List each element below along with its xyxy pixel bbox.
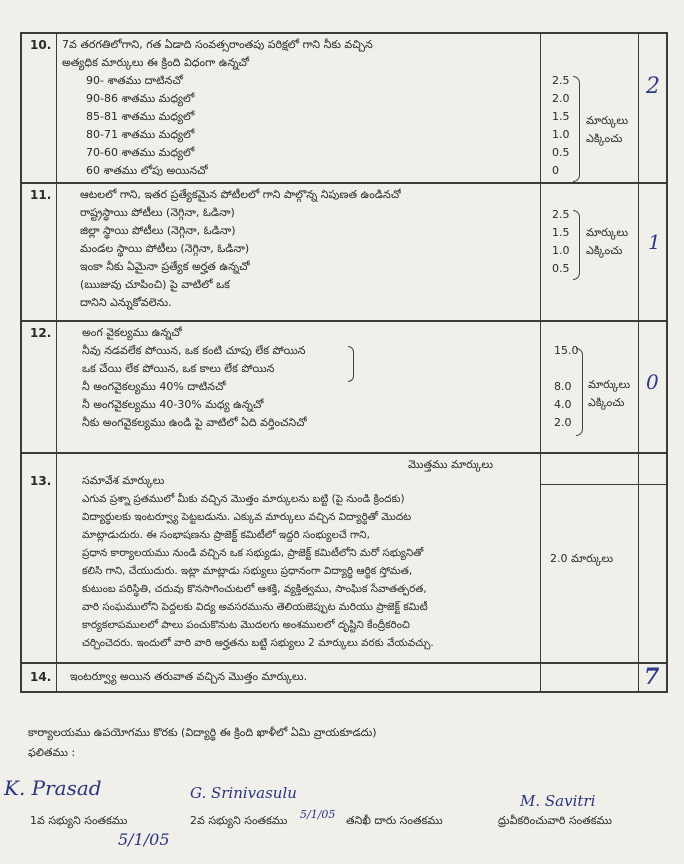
score-handwritten: 1 xyxy=(648,230,661,254)
marks-list xyxy=(552,206,570,278)
section-title: సమావేశ మార్కులు xyxy=(82,474,165,487)
total-after-interview: ఇంటర్వ్యూ అయిన తరువాత వచ్చిన మొత్తం మార్కులు. xyxy=(70,670,308,683)
option-item: నీకు అంగవైకల్యము ఉండి పై వాటిలో ఏది వర్తించనిచో xyxy=(82,416,307,429)
score-handwritten: 2 xyxy=(646,74,660,99)
office-use-note: కార్యాలయము ఉపయోగము కొరకు (విద్యార్థి ఈ క్రింది ఖాళీలో ఏమి వ్రాయకూడదు) xyxy=(28,726,377,739)
question-line: ఆటలలో గాని, ఇతర ప్రత్యేకమైన పోటీలలో గాని పాల్గొన్న నిపుణత ఉండినచో xyxy=(80,188,402,201)
marks-list xyxy=(552,72,570,180)
options-list xyxy=(82,342,307,432)
marks-label-line: ఎక్కించు xyxy=(586,132,623,145)
row-question xyxy=(80,186,401,204)
row-number: 13. xyxy=(30,474,52,488)
option-item: ఇంకా నీకు ఏమైనా ప్రత్యేక అర్హత ఉన్నచో xyxy=(80,260,250,273)
option-item: 60 శాతము లోపు అయినచో xyxy=(86,164,208,177)
row-number: 11. xyxy=(30,188,52,202)
mark-value: 15.0 xyxy=(554,344,579,357)
option-item: 90- శాతము దాటినచో xyxy=(86,74,183,87)
paragraph-line: కలిసి గాని, చేయుదురు. ఇట్లా మాట్లాడు సభ్యులు ప్రధానంగా విద్యార్థి ఆర్థిక స్తోమత, xyxy=(82,565,413,577)
options-list xyxy=(86,72,208,180)
brace-icon xyxy=(573,210,580,280)
brace-icon xyxy=(573,76,580,182)
option-item: మండల స్థాయి పోటీలు (నెగ్గినా, ఓడినా) xyxy=(80,242,250,255)
row-question xyxy=(82,324,182,342)
paragraph-line: విద్యార్థులకు ఇంటర్వ్యూ పెట్టబడును. ఎక్కువ మార్కులు వచ్చిన విద్యార్థితో మొదట xyxy=(82,511,412,523)
row-number: 10. xyxy=(30,38,52,52)
mark-value: 2.5 xyxy=(552,74,570,87)
signature-label: తనిఖీ దారు సంతకము xyxy=(346,814,443,827)
score-handwritten: 7 xyxy=(644,664,660,690)
mark-value: 2.5 xyxy=(552,208,570,221)
marks-label xyxy=(588,376,630,412)
option-item: ఒక చేయి లేక పోయిన, ఒక కాలు లేక పోయిన xyxy=(82,362,275,375)
row-number: 14. xyxy=(30,670,52,684)
mark-value: 0.5 xyxy=(552,146,570,159)
question-line: అంగ వైకల్యము ఉన్నచో xyxy=(82,326,182,339)
mark-value: 1.5 xyxy=(552,110,570,123)
paragraph-line: వారి సంఘములోని పెద్దలకు విద్య అవసరమును తెలియజెప్పుట మరియు ప్రాజెక్ట్ కమిటీ xyxy=(82,601,428,613)
marks-label xyxy=(586,224,628,260)
option-item: 85-81 శాతము మధ్యలో xyxy=(86,110,195,123)
paragraph-line: మాట్లాడుదురు. ఈ సంభాషణను ప్రాజెక్ట్ కమిటీలో ఇద్దరి సంభ్యులచే గాని, xyxy=(82,529,370,541)
signature-label: 2వ సభ్యుని సంతకము xyxy=(190,814,288,827)
mark-value: 0.5 xyxy=(552,262,570,275)
signature-verifier: M. Savitri xyxy=(520,792,596,810)
option-item: దానిని ఎన్నుకోవలెను. xyxy=(80,296,172,309)
row-question xyxy=(62,36,373,72)
marks-label-line: ఎక్కించు xyxy=(588,396,625,409)
mark-value: 0 xyxy=(552,164,559,177)
brace-icon xyxy=(348,346,354,382)
marks-label-line: ఎక్కించు xyxy=(586,244,623,257)
marks-label-line: మార్కులు xyxy=(586,114,629,127)
interview-paragraph xyxy=(82,490,434,652)
option-item: 80-71 శాతము మధ్యలో xyxy=(86,128,195,141)
total-marks-header: మొత్తము మార్కులు xyxy=(408,458,494,471)
marks-table xyxy=(20,32,668,692)
mark-value: 4.0 xyxy=(554,398,572,411)
row-number: 12. xyxy=(30,326,52,340)
option-item: 70-60 శాతము మధ్యలో xyxy=(86,146,195,159)
option-item: జిల్లా స్థాయి పోటీలు (నెగ్గినా, ఓడినా) xyxy=(80,224,236,237)
mark-value: 1.0 xyxy=(552,128,570,141)
score-handwritten: 0 xyxy=(646,370,659,394)
options-list xyxy=(80,204,250,312)
marks-list xyxy=(554,378,572,432)
marks-label-line: మార్కులు xyxy=(586,226,629,239)
question-line: అత్యధిక మార్కులు ఈ క్రింది విధంగా ఉన్నచో xyxy=(62,56,250,69)
paragraph-line: ఎగువ ప్రశ్నా ప్రతములో మీకు వచ్చిన మొత్తం మార్కులను బట్టి (పై నుండి క్రిందకు) xyxy=(82,493,405,505)
option-item: నీవు నడవలేక పోయిన, ఒక కంటి చూపు లేక పోయిన xyxy=(82,344,306,357)
option-item: నీ అంగవైకల్యము 40-30% మధ్య ఉన్నచో xyxy=(82,398,264,411)
mark-value: 8.0 xyxy=(554,380,572,393)
option-item: రాష్ట్రస్థాయి పోటీలు (నెగ్గినా, ఓడినా) xyxy=(80,206,235,219)
mark-value: 1.0 xyxy=(552,244,570,257)
marks-label-line: మార్కులు xyxy=(588,378,631,391)
option-item: 90-86 శాతము మధ్యలో xyxy=(86,92,195,105)
option-item: (ఋజువు చూపించి) పై వాటిలో ఒక xyxy=(80,278,230,291)
paragraph-line: చర్చించెదరు. ఇందులో వారి వారి అర్హతను బట్టి సభ్యులు 2 మార్కులు వరకు వేయవచ్చు. xyxy=(82,637,434,649)
mark-value: 2.0 xyxy=(554,416,572,429)
signature-member-1: K. Prasad xyxy=(4,776,102,800)
signature-label: ధ్రువీకరించువారి సంతకము xyxy=(498,814,612,827)
mark-value: 2.0 xyxy=(552,92,570,105)
marks-label xyxy=(586,112,628,148)
signature-member-2: G. Srinivasulu xyxy=(190,784,297,802)
brace-icon xyxy=(576,348,583,436)
signature-label: 1వ సభ్యుని సంతకము xyxy=(30,814,128,827)
option-item: నీ అంగవైకల్యము 40% దాటినచో xyxy=(82,380,226,393)
mark-value: 1.5 xyxy=(552,226,570,239)
interview-marks: 2.0 మార్కులు xyxy=(550,552,614,565)
paragraph-line: కార్యకలాపములలో పాలు పంచుకొనుట మొదలగు అంశములలో దృష్టిని కేంద్రీకరించి xyxy=(82,619,410,631)
paragraph-line: ప్రధాన కార్యాలయము నుండి వచ్చిన ఒక సభ్యుడు, ప్రాజెక్ట్ కమిటీలోని మరో సభ్యునితో xyxy=(82,547,424,559)
signature-date: 5/1/05 xyxy=(300,808,336,821)
paragraph-line: కుటుంబ పరిస్థితి, చదువు కొనసాగించుటలో ఆశక్తి, వ్యక్తిత్వము, సాంఘిక సేవాతత్పరత, xyxy=(82,583,427,595)
result-label: ఫలితము : xyxy=(28,746,76,759)
signature-date-2: 5/1/05 xyxy=(118,830,170,849)
question-line: 7వ తరగతిలోగాని, గత ఏడాది సంవత్సరాంతపు పరిక్షలో గాని నీకు వచ్చిన xyxy=(62,38,373,51)
